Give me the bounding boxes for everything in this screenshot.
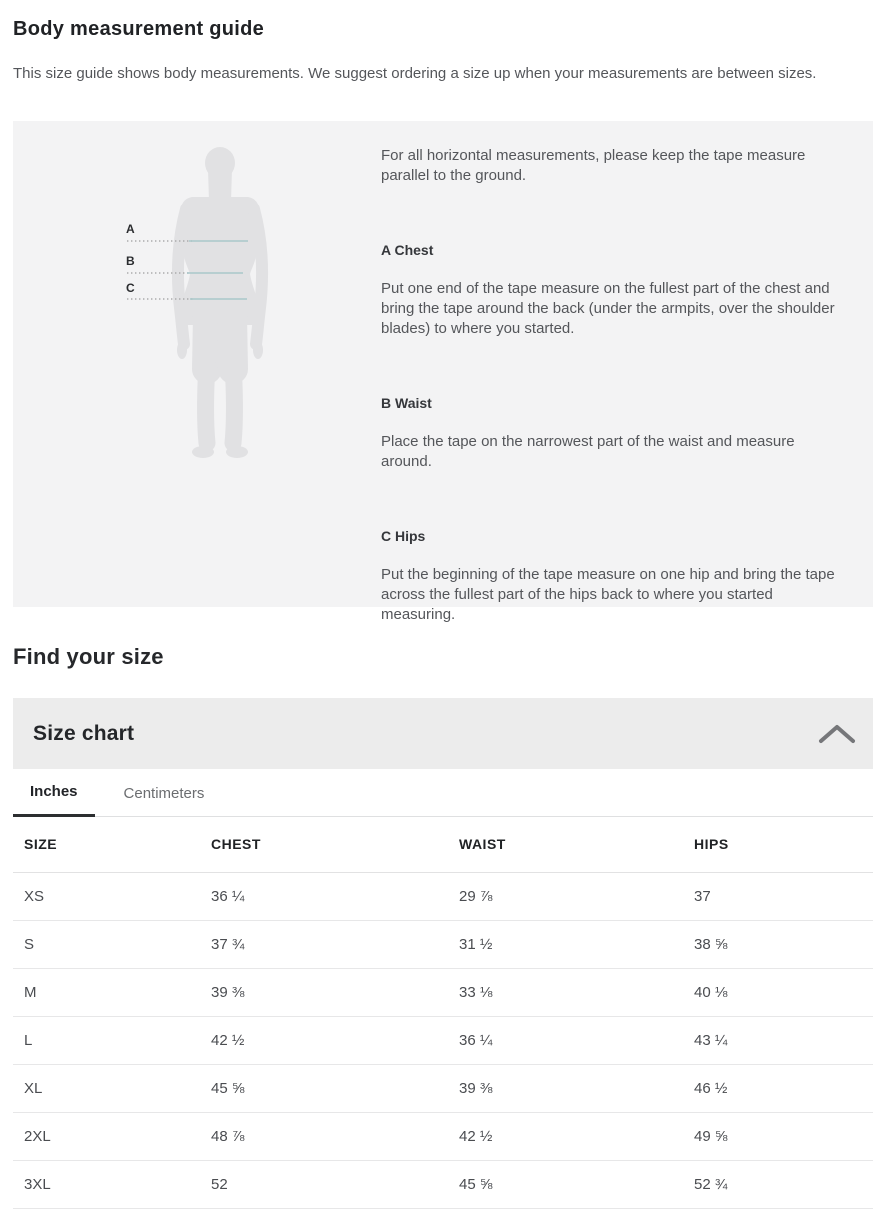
chest-section-body: Put one end of the tape measure on the fullest part of the chest and bring the tape around the back (under the armpits, over the shoulder blades) to where you started. [381,280,835,337]
body-silhouette-figure [13,121,381,607]
page-title: Body measurement guide [13,18,265,40]
chevron-up-icon [818,724,856,744]
chest-cell: 36 ¼ [200,872,448,920]
waist-section-body: Place the tape on the narrowest part of the waist and measure around. [381,433,795,470]
size-cell: L [13,1016,200,1064]
size-cell: 3XL [13,1160,200,1208]
chest-label-a: A [126,222,135,236]
hips-section-body: Put the beginning of the tape measure on one hip and bring the tape across the fullest part of the hips back to where you started measuring. [381,566,835,623]
table-row [13,1064,873,1112]
tab-centimeters[interactable]: Centimeters [123,784,205,802]
waist-cell: 36 ¼ [448,1016,683,1064]
size-cell: S [13,920,200,968]
body-measurement-diagram [13,121,381,607]
table-row [13,920,873,968]
hips-cell: 43 ¼ [683,1016,873,1064]
column-header-waist: WAIST [448,817,683,872]
waist-cell: 33 ⅛ [448,968,683,1016]
hips-cell: 49 ⅝ [683,1112,873,1160]
size-cell: XS [13,872,200,920]
chest-cell: 37 ¾ [200,920,448,968]
size-cell: 2XL [13,1112,200,1160]
human-silhouette [177,147,263,458]
hips-section-heading: C Hips [381,528,426,544]
chest-cell: 42 ½ [200,1016,448,1064]
column-header-size: SIZE [13,817,200,872]
column-header-hips: HIPS [683,817,873,872]
hips-label-c: C [126,281,135,295]
chest-cell: 39 ⅜ [200,968,448,1016]
unit-tabs [13,769,873,817]
size-cell: XL [13,1064,200,1112]
waist-cell: 42 ½ [448,1112,683,1160]
chest-cell: 45 ⅝ [200,1064,448,1112]
waist-cell: 39 ⅜ [448,1064,683,1112]
hips-cell: 38 ⅝ [683,920,873,968]
waist-label-b: B [126,254,135,268]
table-row [13,1160,873,1208]
chest-section-heading: A Chest [381,242,434,258]
waist-cell: 45 ⅝ [448,1160,683,1208]
table-row [13,1016,873,1064]
measurement-intro: For all horizontal measurements, please keep the tape measure parallel to the ground. [381,147,806,184]
chest-cell: 52 [200,1160,448,1208]
table-row [13,1112,873,1160]
hips-cell: 40 ⅛ [683,968,873,1016]
column-header-chest: CHEST [200,817,448,872]
table-header-row [13,817,873,872]
size-chart-accordion-header[interactable] [13,698,873,769]
waist-cell: 31 ½ [448,920,683,968]
measurement-instructions [381,121,873,623]
waist-section-heading: B Waist [381,395,432,411]
tab-inches[interactable]: Inches [13,769,95,817]
find-your-size-heading: Find your size [13,644,164,669]
table-row [13,872,873,920]
size-chart-title: Size chart [33,721,135,745]
size-chart-table [13,817,873,1209]
page-subtitle: This size guide shows body measurements. We suggest ordering a size up when your measurements are between sizes. [13,65,817,82]
hips-cell: 37 [683,872,873,920]
size-cell: M [13,968,200,1016]
table-row [13,968,873,1016]
chest-cell: 48 ⅞ [200,1112,448,1160]
hips-cell: 52 ¾ [683,1160,873,1208]
waist-cell: 29 ⅞ [448,872,683,920]
measurement-guide-panel [13,121,873,623]
hips-cell: 46 ½ [683,1064,873,1112]
